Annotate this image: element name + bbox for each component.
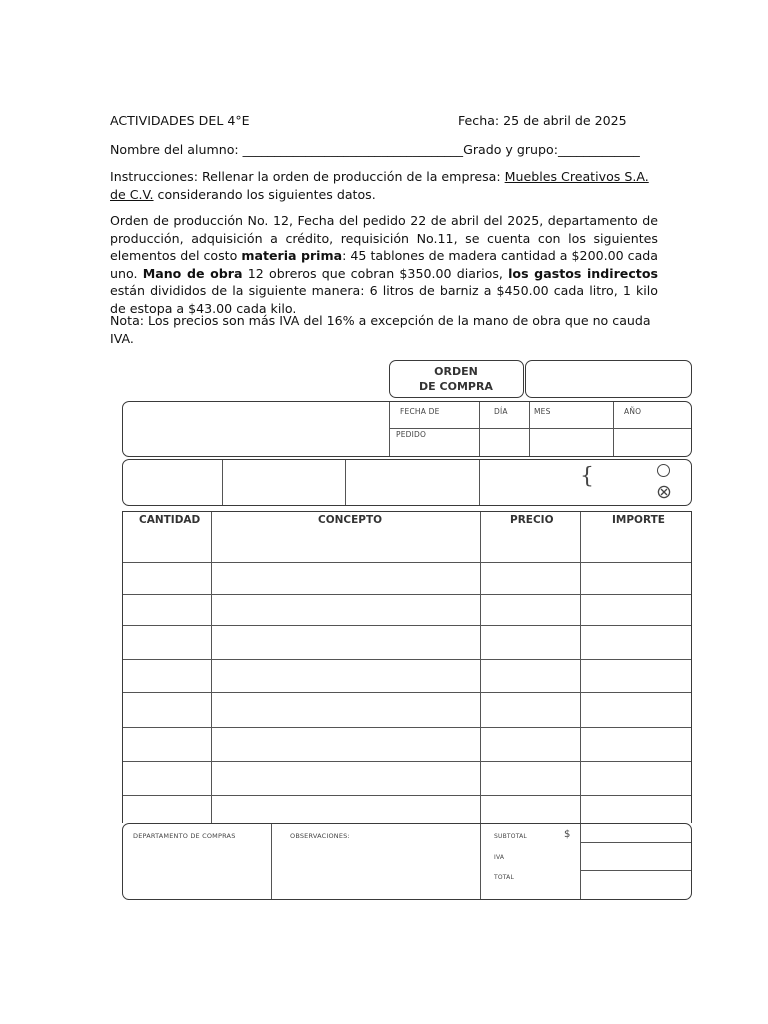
payment-box: [122, 459, 692, 506]
table-row: [123, 795, 691, 796]
divider: [479, 402, 480, 456]
activities-title: ACTIVIDADES DEL 4°E: [110, 113, 250, 128]
company-name: Muebles Creativos S.A. de C.V.: [110, 169, 649, 202]
instructions: [110, 168, 658, 203]
mes-label: MES: [534, 407, 551, 416]
table-row: [123, 761, 691, 762]
subtotal-label: SUBTOTAL: [494, 833, 527, 840]
divider: [479, 460, 480, 505]
order-text-2: : 45 tablones de madera cantidad a $200.00 cada uno.: [110, 248, 658, 281]
order-title-line1: ORDEN: [434, 365, 478, 378]
divider: [389, 428, 691, 429]
col-header-cantidad: CANTIDAD: [139, 514, 201, 526]
order-paragraph: [110, 212, 658, 317]
fecha-de-label: FECHA DE: [400, 407, 440, 416]
order-number-box: [525, 360, 692, 398]
divider: [529, 402, 530, 456]
col-header-importe: IMPORTE: [612, 514, 665, 526]
header-line: [110, 112, 658, 130]
observaciones-label: OBSERVACIONES:: [290, 832, 350, 840]
divider: [222, 460, 223, 505]
note: Nota: Los precios son más IVA del 16% a excepción de la mano de obra que no cauda IVA.: [110, 313, 651, 346]
date-label: Fecha: 25 de abril de 2025: [458, 113, 627, 128]
total-label: TOTAL: [494, 874, 515, 881]
order-bold-mano: Mano de obra: [142, 265, 243, 281]
divider: [271, 824, 272, 899]
order-title-box: [389, 360, 524, 398]
iva-label: IVA: [494, 854, 505, 861]
radio-empty-icon[interactable]: [657, 464, 670, 477]
order-title-line2: DE COMPRA: [419, 380, 493, 393]
items-table: [122, 511, 692, 823]
order-bold-gastos: los gastos indirectos: [508, 265, 658, 281]
depto-compras-label: DEPARTAMENTO DE COMPRAS: [133, 832, 236, 840]
order-text-4: están divididos de la siguiente manera: 6 litros de barniz a $450.00 cada litro, 1 kilo de estopa a $43.00 cada kilo.: [110, 283, 658, 316]
order-text-3: 12 obreros que cobran $350.00 diarios,: [242, 265, 509, 281]
dollar-sign: $: [564, 829, 571, 840]
order-text-1: Orden de producción No. 12, Fecha del pedido 22 de abril del 2025, departamento de producción, adquisición a crédito, requisición No.11, se cuenta con los siguientes elementos del costo: [110, 213, 658, 263]
divider: [613, 402, 614, 456]
divider: [480, 824, 481, 899]
divider: [580, 870, 691, 871]
student-line: Nombre del alumno: ___________________________________Grado y grupo:_____________: [110, 142, 640, 157]
instructions-prefix: Instrucciones: Rellenar la orden de producción de la empresa:: [110, 169, 505, 184]
pedido-label: PEDIDO: [396, 430, 427, 439]
table-row: [123, 659, 691, 660]
instructions-suffix: considerando los siguientes datos.: [153, 186, 376, 202]
brace-icon: {: [580, 464, 594, 489]
radio-crossed-icon[interactable]: [657, 484, 671, 503]
table-row: [123, 692, 691, 693]
divider: [345, 460, 346, 505]
col-header-precio: PRECIO: [510, 514, 554, 526]
dia-label: DÍA: [494, 407, 508, 416]
divider: [389, 402, 390, 456]
col-header-concepto: CONCEPTO: [318, 514, 383, 526]
table-row: [123, 594, 691, 595]
table-row: [123, 625, 691, 626]
col-divider: [480, 512, 481, 823]
order-bold-materia: materia prima: [241, 248, 343, 263]
table-row: [123, 562, 691, 563]
col-divider: [211, 512, 212, 823]
divider: [580, 824, 581, 899]
divider: [580, 842, 691, 843]
col-divider: [580, 512, 581, 823]
anio-label: AÑO: [624, 407, 642, 416]
table-row: [123, 727, 691, 728]
